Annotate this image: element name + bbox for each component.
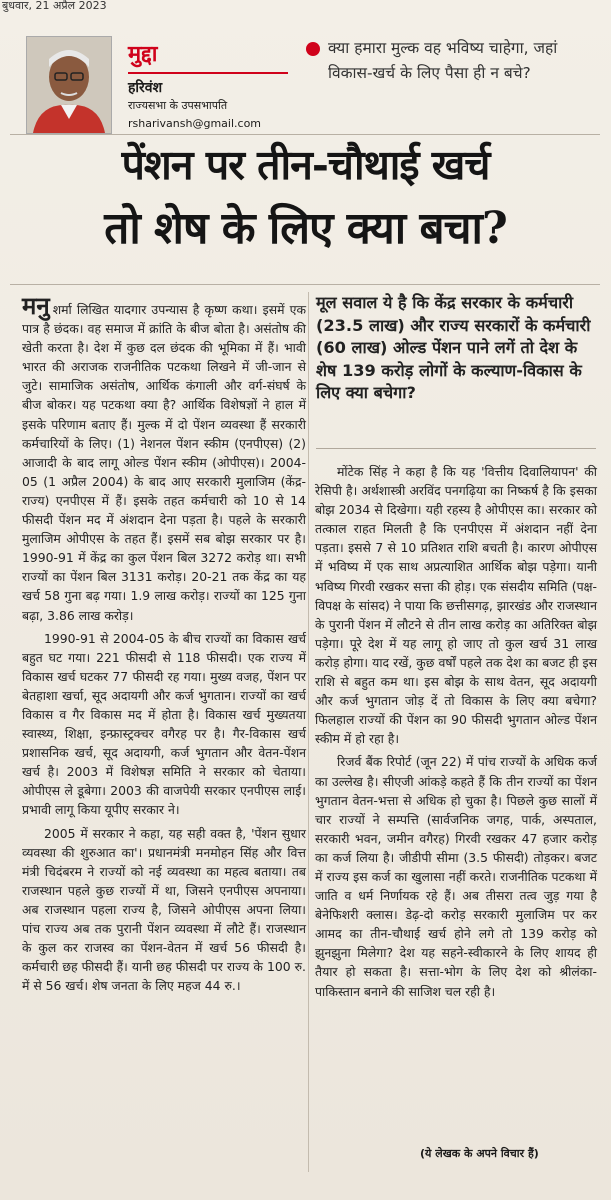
paragraph (22, 291, 306, 625)
page-date: बुधवार, 21 अप्रैल 2023 (2, 0, 107, 12)
headline-line-1: पेंशन पर तीन-चौथाई खर्च (121, 141, 490, 189)
column-title-rule (128, 72, 288, 74)
paragraph: 1990-91 से 2004-05 के बीच राज्यों का विकास खर्च बहुत घट गया। 221 फीसदी से 118 फीसदी। एक राज्य में विकास खर्च घटकर 77 फीसदी रह गया। मुख्य वजह, पेंशन पर बेतहाशा खर्चा, सूद अदायगी और कर्ज भुगतान। राज्यों का खर्च विकास व गैर विकास मद में होता है। विकास खर्च मुख्यतया स्वास्थ्य, शिक्षा, इन्फ्रास्ट्रक्चर वगैरह पर है। गैर-विकास खर्च प्रशासनिक खर्च, सूद अदायगी, कर्ज भुगतान और वेतन-पेंशन खर्च है। 2003 में विशेषज्ञ समिति ने सरकार को चेताया। ओपीएस ले डूबेगा। 2003 की वाजपेयी सरकार एनपीएस लाई। प्रभावी लागू किया यूपीए सरकार ने। (22, 630, 306, 818)
pull-quote-rule (316, 448, 596, 449)
author-name: हरिवंश (128, 80, 163, 96)
headline-divider (10, 284, 600, 285)
headline-line-2: तो शेष के लिए क्या बचा? (104, 203, 507, 254)
right-column (315, 462, 597, 1005)
column-separator (308, 292, 309, 1172)
author-designation: राज्यसभा के उपसभापति (128, 99, 228, 112)
pull-quote: मूल सवाल ये है कि केंद्र सरकार के कर्मचारी (23.5 लाख) और राज्य सरकारों के कर्मचारी (60 लाख) ओल्ड पेंशन पाने लगें तो देश के शेष 139 करोड़ लोगों के कल्याण-विकास के लिए क्या बचेगा? (316, 293, 591, 403)
dropcap: मनु (22, 291, 50, 320)
author-photo (26, 36, 112, 134)
teaser-text: क्या हमारा मुल्क वह भविष्य चाहेगा, जहां विकास-खर्च के लिए पैसा ही न बचे? (328, 39, 558, 82)
paragraph: मोंटेक सिंह ने कहा है कि यह 'वित्तीय दिवालियापन' की रेसिपी है। अर्थशास्त्री अरविंद पनगढ़िया का निष्कर्ष है कि इसका बोझ 2034 से दिखेगा। यही रहस्य है ओपीएस का। सरकार को तत्काल राहत मिलती है कि एनपीएस में अंशदान नहीं देना पड़ता। इससे 7 से 10 प्रतिशत राशि बचती है। कारण ओपीएस में भविष्य में एक साथ अप्रत्याशित आर्थिक बोझ पड़ेगा। यानी भविष्य गिरवी रखकर सत्ता की होड़। एक संसदीय समिति (पक्ष-विपक्ष के सांसद) ने पाया कि छत्तीसगढ़, झारखंड और राजस्थान के पुरानी पेंशन में लौटने से तीन लाख करोड़ का अतिरिक्त बोझ पड़ेगा। पूरे देश में यह लागू हो जाए तो कुल खर्च 31 लाख करोड़ होगा। याद रखें, कुछ वर्षों पहले तक देश का बजट ही इस राशि से बहुत कम था। इस बोझ के साथ वेतन, सूद अदायगी और कर्ज भुगतान जोड़ दें तो विकास के लिए क्या बचेगा? फिलहाल राज्यों की पेंशन का 90 फीसदी भुगतान ओल्ड पेंशन स्कीम में हो रहा है। (315, 464, 597, 747)
teaser (306, 36, 596, 86)
author-disclaimer: (ये लेखक के अपने विचार हैं) (420, 1147, 539, 1160)
author-email: rsharivansh@gmail.com (128, 117, 262, 130)
header-divider (10, 134, 600, 135)
left-column (22, 291, 306, 999)
paragraph: रिजर्व बैंक रिपोर्ट (जून 22) में पांच राज्यों के अधिक कर्ज का उल्लेख है। सीएजी आंकड़े कहते हैं कि तीन राज्यों का पेंशन भुगतान वेतन-भत्ता से अधिक हो चुका है। पिछले कुछ सालों में चार राज्यों ने सम्पत्ति (सार्वजनिक जगह, पार्क, अस्पताल, सरकारी भवन, जमीन वगैरह) गिरवी रखकर 47 हजार करोड़ का कर्ज लिया है। जीडीपी सीमा (3.5 फीसदी) तोड़कर। बजट में राज्य इस कर्ज का खुलासा नहीं करते। राजनीतिक पटकथा में जाति व धर्म निर्णायक रहे हैं। अब तीसरा तत्व जुड़ गया है बेनेफिशरी क्लास। डेढ़-दो करोड़ सरकारी मुलाजिम पर कर आमद का तीन-चौथाई खर्च होने लगे तो 139 करोड़ को झुनझुना मिलेगा? देश यह सहने-स्वीकारने के लिए शायद ही तैयार हो सकता है। सत्ता-भोग के लिए देश को श्रीलंका-पाकिस्तान बनाने की साजिश चल रही है। (315, 754, 597, 999)
paragraph: 2005 में सरकार ने कहा, यह सही वक्त है, 'पेंशन सुधार व्यवस्था की शुरुआत का'। प्रधानमंत्री मनमोहन सिंह और वित्त मंत्री चिदंबरम ने राज्यों को नई व्यवस्था का महत्व बताया। तब राजस्थान पहले कुछ राज्यों में था, जिसने एनपीएस अपनाया। अब राजस्थान पहला राज्य है, जिसने ओपीएस अपना लिया। पांच राज्य अब तक पुरानी पेंशन व्यवस्था में लौटे हैं। राजस्थान के कुल कर राजस्व का पेंशन-वेतन में खर्च 56 फीसदी है। कर्मचारी छह फीसदी हैं। यानी छह फीसदी पर राज्य के 100 रु. में से 56 खर्च। शेष जनता के लिए महज 44 रु.। (22, 825, 306, 994)
column-title: मुद्दा (128, 41, 158, 67)
paragraph-text: शर्मा लिखित यादगार उपन्यास है कृष्ण कथा। इसमें एक पात्र है छंदक। वह समाज में क्रांति के बीज बोता है। असंतोष की खेती करता है। देश में कुछ दल छंदक की भूमिका में हैं। भावी भारत की अराजक राजनीतिक पटकथा लिखने में जी-जान से जुटे। सामाजिक असंतोष, आर्थिक कंगाली और वर्ग-संघर्ष के बीज बोकर। यह पटकथा क्या है? आर्थिक विशेषज्ञों ने हाल में इसके परिणाम बताए हैं। मुल्क में दो पेंशन व्यवस्था हैं सरकारी कर्मचारियों के लिए। (1) नेशनल पेंशन स्कीम (एनपीएस) (2) आजादी के बाद लागू ओल्ड पेंशन स्कीम (ओपीएस)। 2004-05 (1 अप्रैल 2004) के बाद आए सरकारी मुलाजिम (केंद्र-राज्य) एनपीएस में हैं। इसके तहत कर्मचारी को 10 से 14 फीसदी पेंशन मद में अंशदान देना पड़ता है। पहले के सरकारी मुलाजिम ओपीएस के तहत हैं। इसमें सब बोझ सरकार पर है। 1990-91 में केंद्र का कुल पेंशन बिल 3272 करोड़ था। सभी राज्यों का पेंशन बिल 3131 करोड़। 20-21 तक केंद्र का यह खर्च 58 गुना बढ़ गया। 1.9 लाख करोड़। राज्यों का 125 गुना बढ़ा, 3.86 लाख करोड़। (22, 302, 306, 623)
